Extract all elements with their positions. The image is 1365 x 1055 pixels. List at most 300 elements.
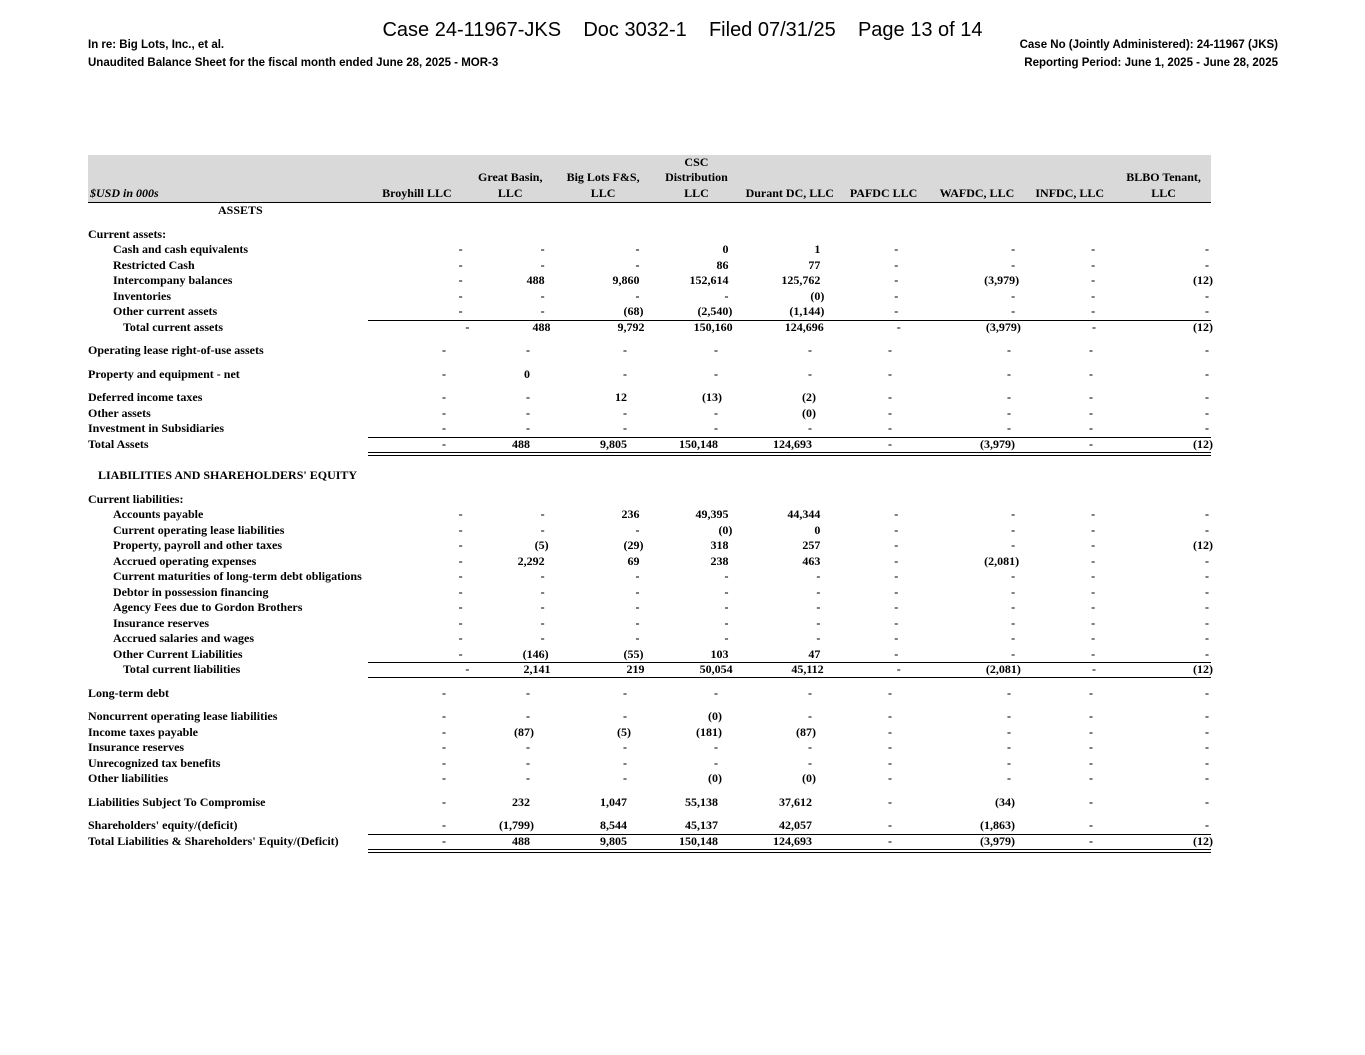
- cell-value: 124,693: [773, 833, 812, 848]
- value-cell: [387, 616, 480, 632]
- value-cell: [463, 437, 555, 453]
- value-cell: [368, 437, 463, 453]
- value-cell: [480, 600, 570, 616]
- cell-value: -: [888, 833, 892, 848]
- cell-value: -: [442, 709, 446, 723]
- value-cell: [555, 437, 649, 453]
- document-title: Unaudited Balance Sheet for the fiscal month ended June 28, 2025 - MOR-3: [88, 57, 499, 69]
- value-cell: [844, 242, 936, 258]
- value-cell: [480, 616, 570, 632]
- value-cell: [463, 406, 555, 422]
- cell-value: -: [442, 833, 446, 848]
- value-cell: [387, 600, 480, 616]
- table-row: [88, 600, 1211, 616]
- cell-value: -: [1204, 553, 1209, 568]
- cell-value: -: [1204, 522, 1209, 537]
- value-cell: [368, 756, 463, 772]
- value-cell: [387, 647, 480, 663]
- value-cell: [463, 725, 555, 741]
- value-cell: [480, 631, 570, 647]
- value-cell: [649, 343, 742, 359]
- cell-value: (5): [617, 724, 631, 739]
- value-cell: [555, 421, 649, 437]
- row-label: Intercompany balances: [113, 273, 233, 287]
- value-cell: [1118, 538, 1211, 554]
- cell-value: -: [808, 740, 812, 754]
- value-cell: [1023, 725, 1116, 741]
- subtotal-rule: [368, 662, 1211, 663]
- value-cell: [480, 507, 570, 523]
- value-cell: [752, 631, 844, 647]
- value-cell: [836, 818, 930, 834]
- cell-value: -: [816, 600, 821, 614]
- cell-value: -: [894, 507, 899, 521]
- column-header-line: INFDC, LLC: [1035, 185, 1105, 200]
- table-row: [88, 242, 1211, 258]
- cell-value: -: [1007, 405, 1011, 420]
- value-cell: [555, 367, 649, 383]
- value-cell: [836, 390, 930, 406]
- value-cell: [555, 709, 649, 725]
- cell-value: -: [888, 794, 892, 809]
- value-cell: [387, 304, 480, 320]
- value-cell: [463, 421, 555, 437]
- cell-value: 0: [524, 366, 530, 381]
- value-cell: [1116, 818, 1211, 834]
- value-cell: [570, 554, 662, 570]
- value-cell: [570, 600, 662, 616]
- column-header: [930, 186, 1023, 203]
- cell-value: -: [714, 366, 718, 381]
- value-cell: [752, 538, 844, 554]
- cell-value: 1: [814, 242, 821, 256]
- cell-value: -: [714, 740, 718, 754]
- value-cell: [836, 795, 930, 811]
- cell-value: -: [465, 662, 470, 676]
- spacer: [88, 678, 1211, 686]
- cell-value: -: [458, 600, 463, 614]
- value-cell: [1116, 437, 1211, 453]
- value-cell: [836, 756, 930, 772]
- value-cell: [1027, 507, 1118, 523]
- cell-value: (3,979): [980, 436, 1015, 451]
- cell-value: (2,081): [985, 662, 1021, 676]
- value-cell: [387, 631, 480, 647]
- cell-value: (13): [702, 390, 722, 404]
- cell-value: -: [888, 343, 892, 357]
- value-cell: [662, 507, 753, 523]
- value-cell: [387, 554, 480, 570]
- value-cell: [936, 523, 1027, 539]
- value-cell: [463, 834, 555, 850]
- cell-value: (0): [708, 709, 722, 723]
- cell-value: -: [1204, 288, 1209, 303]
- table-row: [88, 585, 1211, 601]
- cell-value: -: [808, 421, 812, 435]
- value-cell: [1116, 834, 1211, 850]
- cell-value: 124,696: [784, 319, 824, 334]
- value-cell: [1118, 242, 1211, 258]
- value-cell: [1023, 367, 1116, 383]
- value-cell: [1023, 756, 1116, 772]
- cell-value: -: [540, 600, 545, 614]
- cell-value: -: [1007, 724, 1011, 739]
- value-cell: [570, 507, 662, 523]
- value-cell: [1119, 320, 1211, 336]
- cell-value: -: [1091, 288, 1096, 303]
- value-cell: [844, 647, 936, 663]
- cell-value: -: [714, 755, 718, 770]
- value-cell: [752, 600, 844, 616]
- value-cell: [930, 686, 1023, 702]
- value-cell: [1023, 709, 1116, 725]
- value-cell: [1023, 437, 1116, 453]
- value-cell: [1029, 320, 1119, 336]
- cell-value: -: [623, 366, 627, 381]
- cell-value: -: [1089, 740, 1093, 754]
- value-cell: [480, 554, 570, 570]
- cell-value: -: [442, 724, 446, 739]
- value-cell: [936, 585, 1027, 601]
- column-header: [556, 170, 650, 202]
- cell-value: -: [1204, 584, 1209, 599]
- cell-value: 86: [716, 257, 729, 272]
- value-cell: [570, 242, 662, 258]
- value-cell: [1027, 569, 1118, 585]
- value-cell: [752, 507, 844, 523]
- cell-value: -: [526, 685, 530, 700]
- value-cell: [1023, 421, 1116, 437]
- cell-value: 55,138: [685, 794, 718, 809]
- column-header-line: WAFDC, LLC: [939, 185, 1015, 200]
- value-cell: [742, 686, 836, 702]
- value-cell: [930, 725, 1023, 741]
- value-cell: [1027, 616, 1118, 632]
- value-cell: [555, 795, 649, 811]
- cell-value: -: [724, 615, 729, 630]
- cell-value: -: [894, 631, 899, 645]
- cell-value: -: [458, 288, 463, 303]
- cell-value: -: [458, 304, 463, 318]
- cell-value: -: [458, 615, 463, 630]
- row-label: Cash and cash equivalents: [113, 242, 249, 256]
- row-label: Current maturities of long-term debt obligations: [113, 569, 362, 583]
- value-cell: [570, 569, 662, 585]
- value-cell: [649, 725, 742, 741]
- value-cell: [480, 538, 570, 554]
- row-label: Property, payroll and other taxes: [113, 538, 282, 552]
- value-cell: [1029, 662, 1119, 678]
- value-cell: [555, 771, 649, 787]
- row-label: Current assets:: [88, 226, 167, 241]
- value-cell: [649, 367, 742, 383]
- cell-value: 488: [512, 833, 530, 848]
- cell-value: -: [1089, 436, 1093, 451]
- value-cell: [1023, 740, 1116, 756]
- table-row: [88, 647, 1211, 663]
- value-cell: [368, 686, 463, 702]
- table-row: [88, 437, 1211, 453]
- cell-value: -: [1204, 631, 1209, 645]
- row-label: Unrecognized tax benefits: [88, 755, 221, 770]
- cell-value: -: [714, 685, 718, 700]
- value-cell: [1118, 554, 1211, 570]
- subtotal-bottom-rule: [368, 677, 1211, 678]
- value-cell: [1118, 289, 1211, 305]
- cell-value: -: [635, 600, 640, 614]
- value-cell: [1119, 662, 1211, 678]
- row-label: Insurance reserves: [88, 740, 185, 754]
- value-cell: [930, 406, 1023, 422]
- cell-value: -: [1089, 724, 1093, 739]
- table-row: [88, 771, 1211, 787]
- value-cell: [936, 538, 1027, 554]
- value-cell: [1118, 647, 1211, 663]
- value-cell: [1023, 818, 1116, 834]
- value-cell: [555, 686, 649, 702]
- table-row: [88, 795, 1211, 811]
- table-row: [88, 320, 1211, 336]
- cell-value: 50,054: [699, 662, 733, 676]
- cell-value: -: [442, 685, 446, 700]
- cell-value: -: [1205, 794, 1209, 809]
- column-header-row: [88, 155, 1211, 203]
- value-cell: [486, 320, 575, 336]
- cell-value: -: [808, 709, 812, 723]
- cell-value: -: [1204, 242, 1209, 256]
- value-cell: [394, 662, 486, 678]
- cell-value: -: [1205, 709, 1209, 723]
- table-row: [88, 421, 1211, 437]
- value-cell: [939, 662, 1029, 678]
- value-cell: [1027, 242, 1118, 258]
- value-cell: [387, 507, 480, 523]
- value-cell: [844, 289, 936, 305]
- value-cell: [836, 421, 930, 437]
- value-cell: [844, 304, 936, 320]
- cell-value: (0): [802, 771, 816, 785]
- value-cell: [752, 523, 844, 539]
- value-cell: [1023, 834, 1116, 850]
- cell-value: -: [1089, 771, 1093, 785]
- cell-value: -: [1091, 615, 1096, 630]
- value-cell: [752, 569, 844, 585]
- cell-value: -: [442, 436, 446, 451]
- value-cell: [649, 709, 742, 725]
- value-cell: [1027, 600, 1118, 616]
- cell-value: -: [894, 569, 899, 583]
- cell-value: -: [442, 740, 446, 754]
- value-cell: [836, 406, 930, 422]
- row-label: Shareholders' equity/(deficit): [88, 818, 238, 832]
- row-label: Total current assets: [123, 319, 223, 334]
- value-cell: [742, 771, 836, 787]
- row-label: Total Assets: [88, 436, 149, 451]
- cell-value: -: [1091, 646, 1096, 661]
- table-row: [88, 258, 1211, 274]
- court-filing-stamp: Case 24-11967-JKS Doc 3032-1 Filed 07/31/25 Page 13 of 14: [382, 19, 983, 41]
- value-cell: [742, 709, 836, 725]
- value-cell: [555, 756, 649, 772]
- column-header-line: LLC: [684, 185, 709, 200]
- value-cell: [936, 616, 1027, 632]
- value-cell: [844, 538, 936, 554]
- cell-value: -: [1204, 304, 1209, 318]
- cell-value: -: [1091, 273, 1096, 287]
- value-cell: [1116, 686, 1211, 702]
- value-cell: [742, 756, 836, 772]
- cell-value: (29): [623, 538, 644, 552]
- cell-value: -: [540, 522, 545, 537]
- cell-value: -: [1091, 584, 1096, 599]
- cell-value: 2,292: [517, 553, 545, 568]
- column-header-line: LLC: [1151, 185, 1176, 200]
- value-cell: [649, 437, 742, 453]
- value-cell: [463, 367, 555, 383]
- cell-value: -: [458, 646, 463, 661]
- cell-value: 488: [532, 319, 551, 334]
- cell-value: 47: [808, 646, 821, 661]
- value-cell: [742, 818, 836, 834]
- cell-value: (0): [810, 288, 825, 303]
- cell-value: -: [1011, 615, 1016, 630]
- column-header-line: Durant DC, LLC: [745, 185, 834, 200]
- value-cell: [936, 273, 1027, 289]
- spacer: [88, 460, 1211, 468]
- value-cell: [570, 258, 662, 274]
- value-cell: [463, 756, 555, 772]
- cell-value: -: [1011, 288, 1016, 303]
- cell-value: (0): [718, 522, 733, 537]
- column-header: [464, 170, 556, 202]
- value-cell: [368, 834, 463, 850]
- cell-value: -: [1011, 507, 1016, 521]
- case-caption: In re: Big Lots, Inc., et al.: [88, 39, 225, 51]
- cell-value: -: [888, 685, 892, 700]
- value-cell: [1027, 523, 1118, 539]
- cell-value: -: [894, 273, 899, 287]
- row-label: Current operating lease liabilities: [113, 522, 285, 537]
- cell-value: -: [1089, 833, 1093, 848]
- cell-value: (12): [1192, 273, 1213, 287]
- value-cell: [848, 320, 939, 336]
- cell-value: (146): [522, 646, 549, 661]
- value-cell: [1023, 771, 1116, 787]
- value-cell: [936, 289, 1027, 305]
- cell-value: -: [724, 288, 729, 303]
- cell-value: -: [458, 257, 463, 272]
- value-cell: [463, 771, 555, 787]
- value-cell: [387, 538, 480, 554]
- value-cell: [742, 725, 836, 741]
- value-cell: [368, 390, 463, 406]
- value-cell: [649, 421, 742, 437]
- row-label: Current liabilities:: [88, 491, 184, 506]
- value-cell: [1116, 709, 1211, 725]
- cell-value: -: [714, 421, 718, 435]
- value-cell: [742, 390, 836, 406]
- value-cell: [1116, 756, 1211, 772]
- cell-value: 12: [615, 390, 627, 404]
- value-cell: [939, 320, 1029, 336]
- value-cell: [662, 304, 753, 320]
- spacer: [88, 382, 1211, 390]
- value-cell: [836, 709, 930, 725]
- value-cell: [757, 662, 848, 678]
- units-label: $USD in 000s: [90, 186, 159, 200]
- cell-value: -: [1007, 771, 1011, 785]
- cell-value: -: [888, 709, 892, 723]
- table-row: [88, 492, 1211, 508]
- cell-value: -: [1007, 740, 1011, 754]
- value-cell: [836, 367, 930, 383]
- cell-value: -: [458, 538, 463, 552]
- cell-value: -: [1089, 685, 1093, 700]
- cell-value: -: [540, 584, 545, 599]
- column-header-line: PAFDC LLC: [849, 185, 918, 200]
- cell-value: 238: [710, 553, 729, 568]
- cell-value: -: [1205, 818, 1209, 832]
- row-label: Liabilities Subject To Compromise: [88, 794, 266, 809]
- value-cell: [570, 616, 662, 632]
- cell-value: (181): [696, 724, 722, 739]
- value-cell: [463, 390, 555, 406]
- cell-value: -: [724, 600, 729, 614]
- row-label: Total Liabilities & Shareholders' Equity/(Deficit): [88, 833, 339, 848]
- table-row: [88, 343, 1211, 359]
- spacer: [88, 484, 1211, 492]
- cell-value: -: [540, 242, 545, 256]
- cell-value: -: [1205, 343, 1209, 357]
- value-cell: [1118, 304, 1211, 320]
- cell-value: (5): [534, 538, 549, 552]
- value-cell: [368, 343, 463, 359]
- value-cell: [575, 320, 666, 336]
- cell-value: (2,081): [984, 553, 1020, 568]
- row-label: Insurance reserves: [113, 615, 210, 630]
- cell-value: (1,863): [980, 818, 1015, 832]
- value-cell: [752, 585, 844, 601]
- table-row: [88, 273, 1211, 289]
- cell-value: 44,344: [787, 507, 821, 521]
- value-cell: [742, 421, 836, 437]
- cell-value: 9,805: [600, 833, 627, 848]
- value-cell: [1027, 647, 1118, 663]
- cell-value: -: [458, 242, 463, 256]
- table-row: [88, 367, 1211, 383]
- cell-value: -: [816, 631, 821, 645]
- value-cell: [387, 585, 480, 601]
- cell-value: -: [458, 569, 463, 583]
- value-cell: [1027, 554, 1118, 570]
- value-cell: [844, 585, 936, 601]
- spacer: [88, 787, 1211, 795]
- cell-value: -: [540, 257, 545, 272]
- cell-value: -: [1011, 631, 1016, 645]
- value-cell: [1118, 569, 1211, 585]
- cell-value: -: [623, 421, 627, 435]
- value-cell: [742, 834, 836, 850]
- value-cell: [1027, 258, 1118, 274]
- value-cell: [575, 662, 666, 678]
- subtotal-rule: [368, 320, 1211, 321]
- value-cell: [844, 600, 936, 616]
- cell-value: -: [1007, 709, 1011, 723]
- spacer: [88, 359, 1211, 367]
- value-cell: [930, 756, 1023, 772]
- value-cell: [463, 709, 555, 725]
- value-cell: [649, 795, 742, 811]
